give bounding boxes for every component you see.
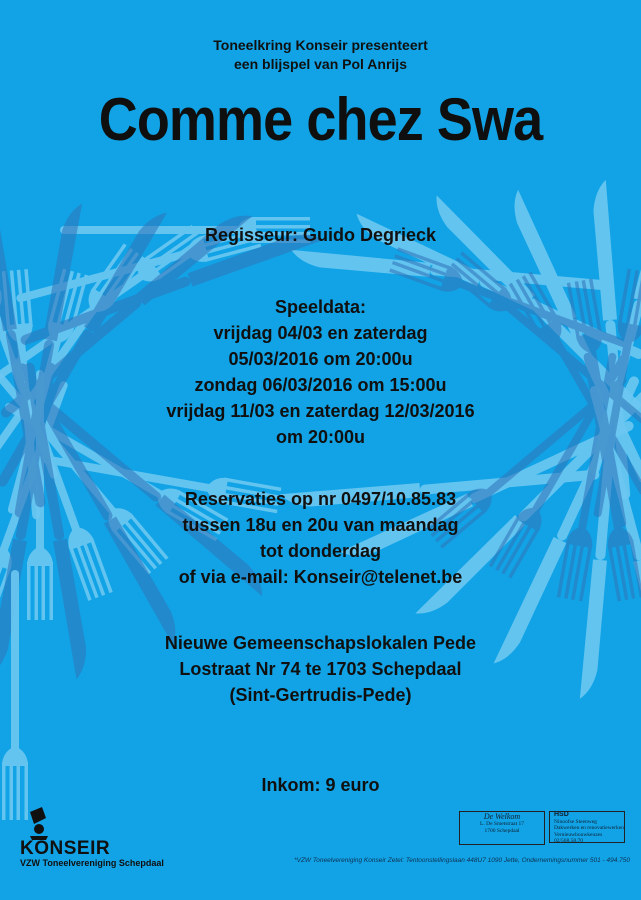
play-title: Comme chez Swa — [98, 86, 543, 153]
sponsor-name: HSD — [554, 811, 569, 818]
schedule-line: om 20:00u — [275, 427, 366, 447]
venue-line: Lostraat Nr 74 te 1703 Schepdaal — [179, 659, 462, 679]
reservation-line: tussen 18u en 20u van maandag — [182, 515, 459, 535]
price: Inkom: 9 euro — [261, 775, 380, 795]
sponsor-line: 1700 Schepdaal — [484, 827, 520, 834]
presenter-line: Toneelkring Konseir presenteert — [213, 37, 428, 53]
sponsor-line: Vernieuwbouwkeuzes — [554, 831, 603, 838]
reservation-line: of via e-mail: Konseir@telenet.be — [178, 567, 463, 587]
venue-line: (Sint-Gertrudis-Pede) — [229, 685, 412, 705]
footer-legal: *VZW Toneelvereniging Konseir Zetel: Tentoonstellingslaan 448U7 1090 Jette, Ondernemingsnummer 501 - 494.750 — [294, 857, 630, 864]
schedule-line: zondag 06/03/2016 om 15:00u — [194, 375, 447, 395]
venue-block — [0, 630, 641, 708]
sponsor-line: Dakwerken en renovatiewerken — [554, 825, 624, 831]
reservation-line: Reservaties op nr 0497/10.85.83 — [184, 489, 457, 509]
director: Regisseur: Guido Degrieck — [204, 225, 437, 245]
venue-line: Nieuwe Gemeenschapslokalen Pede — [164, 633, 477, 653]
logo-tagline: VZW Toneelvereniging Schepdaal — [20, 858, 164, 868]
sponsor-line: L. De Smetstraat 17 — [480, 821, 524, 827]
sponsor-de-welkom — [459, 811, 545, 845]
playwright-line: een blijspel van Pol Anrijs — [234, 56, 407, 72]
sponsor-line: Ninoofse Steenweg — [554, 818, 597, 825]
sponsor-hsd — [549, 811, 625, 843]
logo-name: KONSEIR — [20, 838, 111, 859]
presenter-block — [0, 36, 641, 74]
schedule-heading: Speeldata: — [274, 297, 367, 317]
schedule-line: vrijdag 04/03 en zaterdag — [213, 323, 428, 343]
reservation-line: tot donderdag — [260, 541, 381, 561]
schedule-block — [0, 294, 641, 450]
sponsor-line: 02/568.58.70 — [554, 838, 584, 844]
schedule-line: 05/03/2016 om 20:00u — [228, 349, 413, 369]
schedule-line: vrijdag 11/03 en zaterdag 12/03/2016 — [166, 401, 475, 421]
sponsor-name: De Welkom — [483, 812, 521, 821]
reservations-block — [0, 486, 641, 590]
